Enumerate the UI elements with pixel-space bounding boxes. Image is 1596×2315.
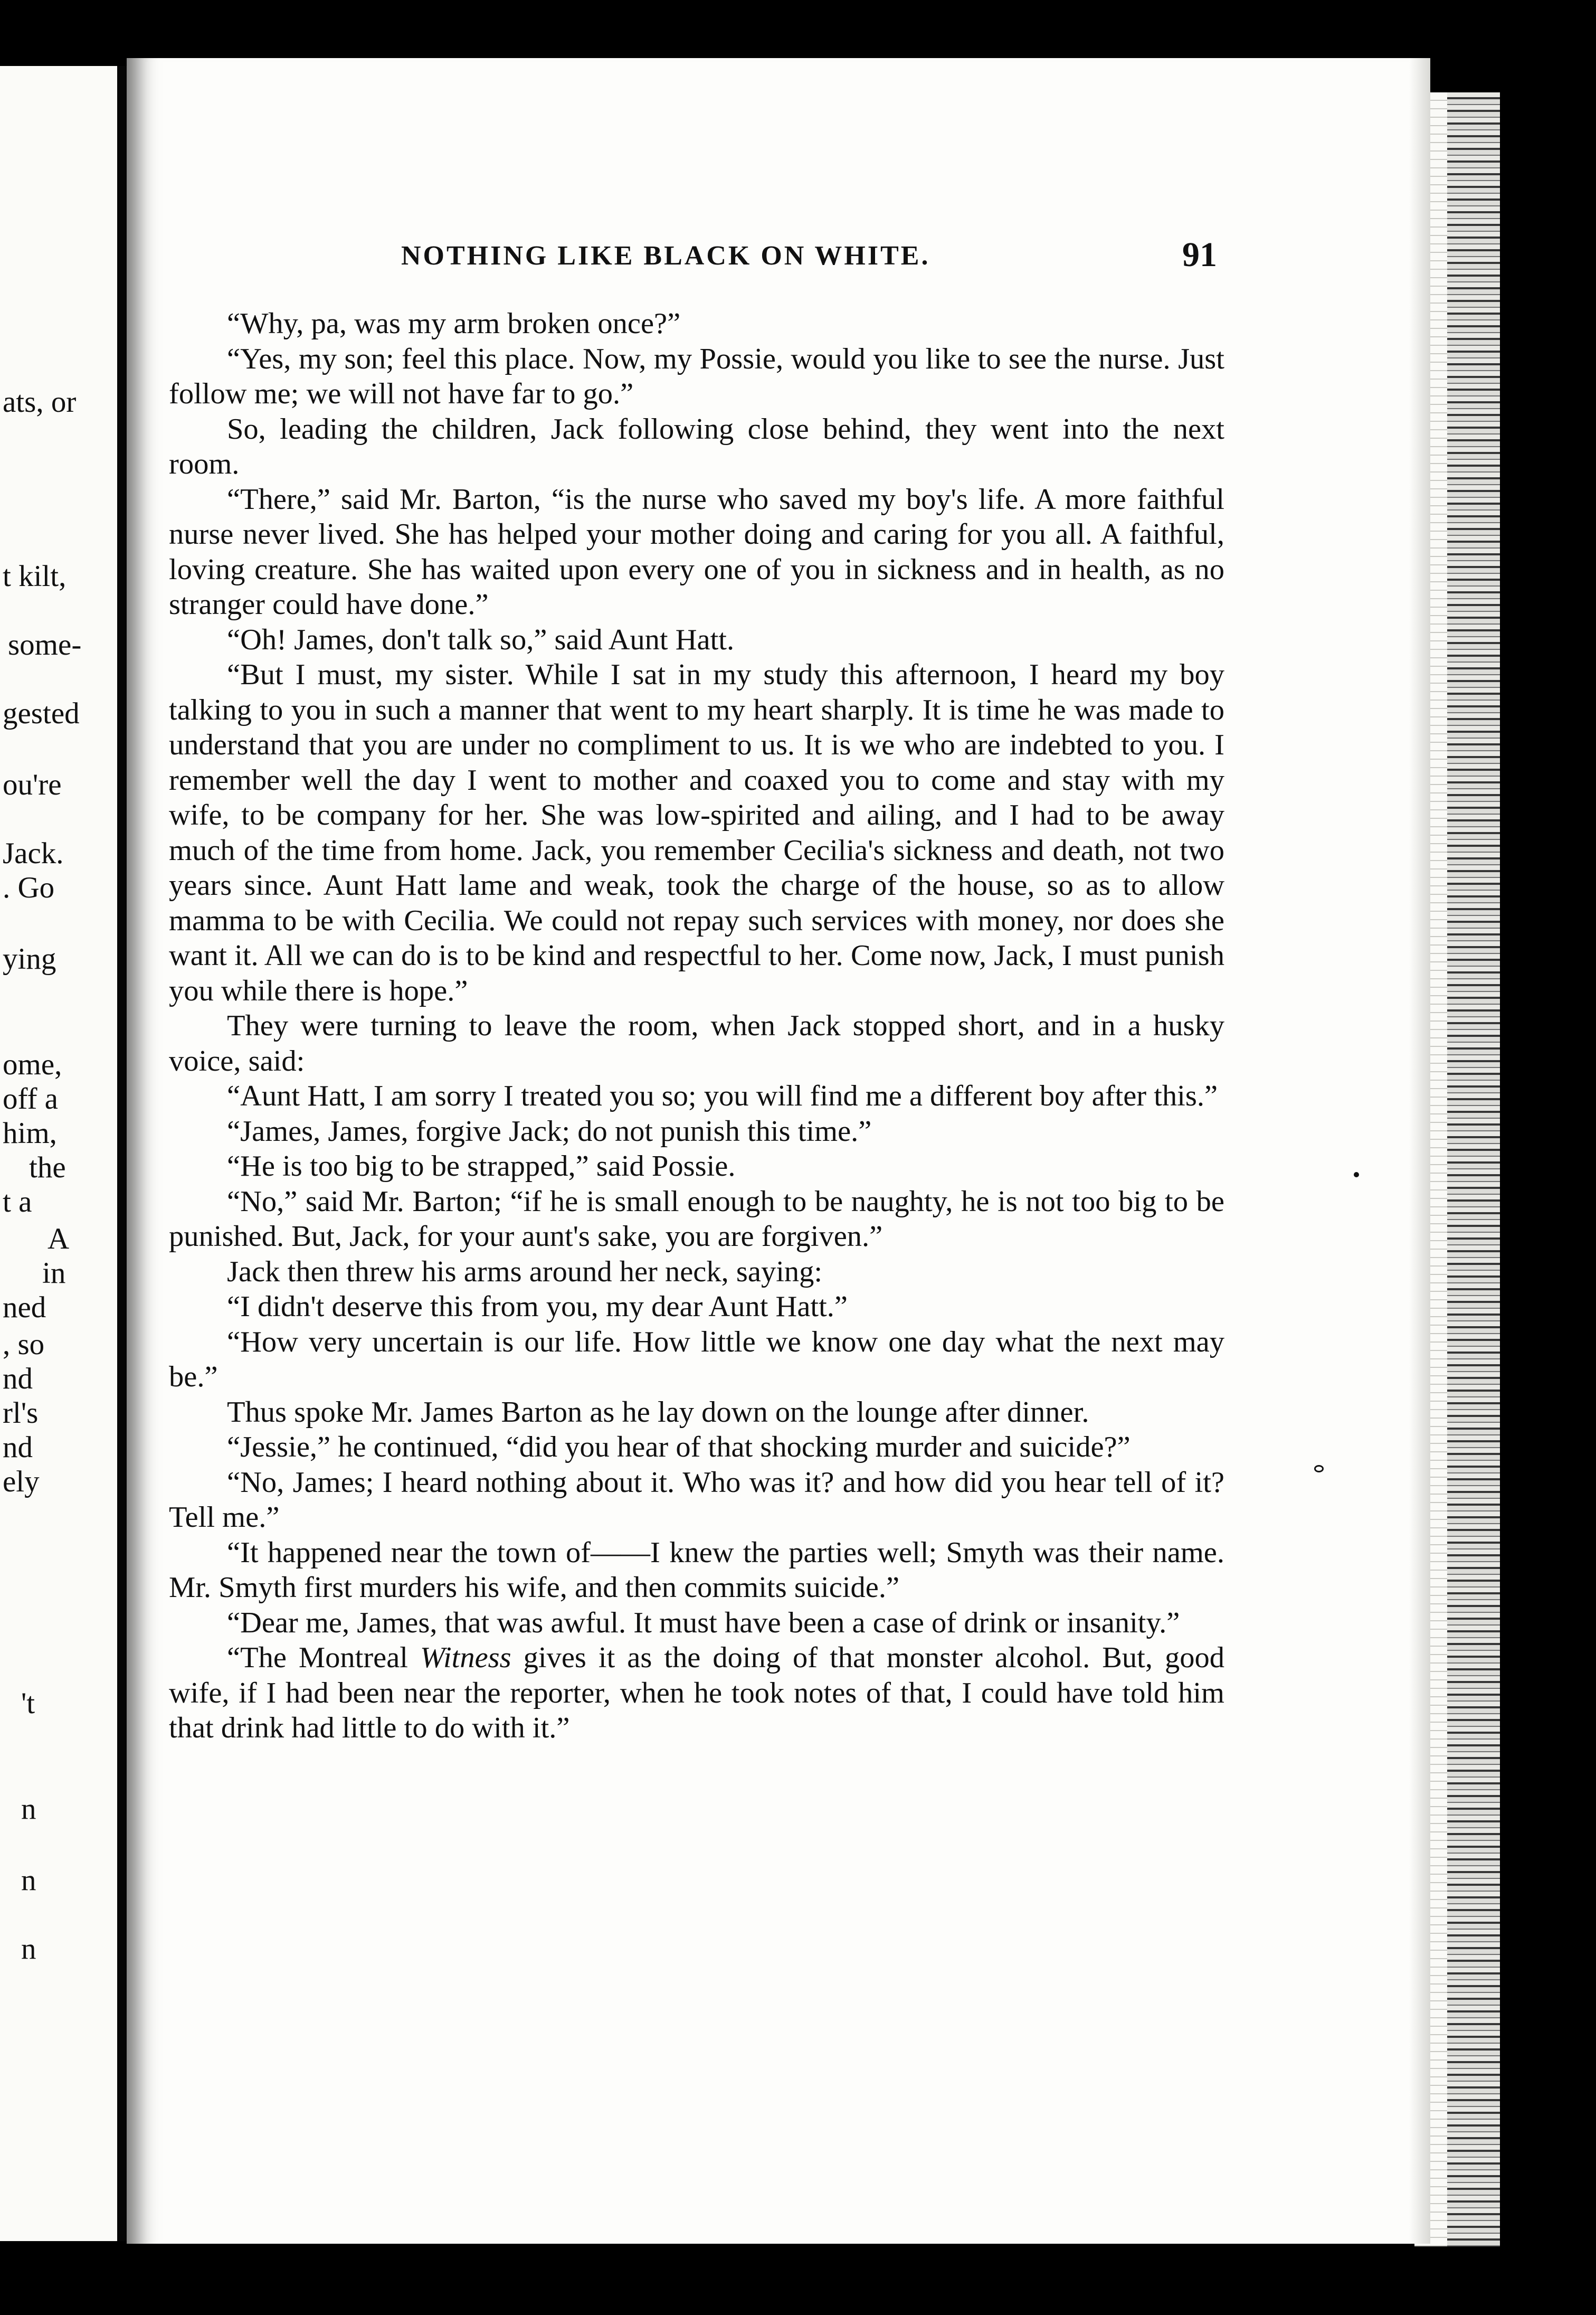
paragraph: “Jessie,” he continued, “did you hear of that shocking murder and suicide?” <box>227 1431 1130 1463</box>
body-text <box>169 306 1224 1746</box>
text-run: gives it as the doing of that monster alcohol. But, good wife, if I had been near the reporter, when he took notes of that, I could have told him that drink had little to do with it.” <box>169 1641 1224 1744</box>
newspaper-name: Witness <box>420 1641 511 1674</box>
paragraph: “Yes, my son; feel this place. Now, my Possie, would you like to see the nurse. Just follow me; we will not have far to go.” <box>169 342 1224 410</box>
paragraph: “It happened near the town of——I knew the parties well; Smyth was their name. Mr. Smyth first murders his wife, and then commits suicide.” <box>169 1536 1224 1604</box>
left-fragment: ou're <box>3 768 62 801</box>
page-number: 91 <box>1182 235 1217 274</box>
paragraph-last <box>169 1640 1224 1746</box>
paragraph: Jack then threw his arms around her neck, saying: <box>227 1255 823 1288</box>
paragraph: Thus spoke Mr. James Barton as he lay down on the lounge after dinner. <box>227 1395 1089 1429</box>
left-fragment: t a <box>3 1185 32 1218</box>
running-head-title: NOTHING LIKE BLACK ON WHITE. <box>401 241 930 271</box>
left-fragment: 't <box>21 1687 35 1720</box>
left-fragment: A <box>48 1222 70 1255</box>
left-fragment: ned <box>3 1291 46 1324</box>
left-fragment: n <box>21 1932 36 1966</box>
ink-speck <box>1354 1172 1359 1177</box>
running-head <box>127 235 1430 282</box>
left-fragment: rl's <box>3 1396 39 1430</box>
paragraph: “There,” said Mr. Barton, “is the nurse who saved my boy's life. A more faithful nurse never lived. She has helped your mother doing and caring for you all. A faithful, loving creature. She has waited upon every one of you in sickness and in health, as no stranger could have done.” <box>169 483 1224 621</box>
left-fragment: n <box>21 1864 36 1897</box>
ink-speck <box>1314 1465 1324 1472</box>
text-run: “The Montreal <box>227 1641 420 1674</box>
paragraph: “But I must, my sister. While I sat in my study this afternoon, I heard my boy talking to you in such a manner that went to my heart sharply. It is time he was made to understand that you are under no compliment to us. It is we who are indebted to you. I remember well the day I went to mother and coaxed you to come and stay with my wife, to be company for her. She was low-spirited and ailing, and I had to be away much of the time from home. Jack, you remember Cecilia's sickness and death, not two years since. Aunt Hatt lame and weak, took the charge of the house, so as to allow mamma to be with Cecilia. We could not repay such services with money, nor does she want it. All we can do is to be kind and respectful to her. Come now, Jack, I must punish you while there is hope.” <box>169 658 1224 1007</box>
left-fragment: t kilt, <box>3 560 66 593</box>
left-fragment: in <box>42 1256 66 1290</box>
paragraph: “Dear me, James, that was awful. It must have been a case of drink or insanity.” <box>227 1606 1180 1639</box>
left-fragment: n <box>21 1792 36 1826</box>
left-fragment: nd <box>3 1431 33 1464</box>
paragraph: “No, James; I heard nothing about it. Who was it? and how did you hear tell of it? Tell me.” <box>169 1466 1224 1534</box>
left-fragment: ats, or <box>3 385 77 419</box>
left-fragment: gested <box>3 697 80 730</box>
paragraph: “Why, pa, was my arm broken once?” <box>227 307 681 340</box>
paragraph: “No,” said Mr. Barton; “if he is small enough to be naughty, he is not too big to be punished. But, Jack, for your aunt's sake, you are forgiven.” <box>169 1185 1224 1253</box>
book-gutter <box>117 66 127 2241</box>
left-fragment: ying <box>3 942 56 976</box>
left-fragment: , so <box>3 1328 45 1361</box>
paragraph: “He is too big to be strapped,” said Possie. <box>227 1150 736 1183</box>
left-fragment: ome, <box>3 1048 62 1081</box>
paragraph: “James, James, forgive Jack; do not punish this time.” <box>227 1114 872 1148</box>
paragraph: They were turning to leave the room, when Jack stopped short, and in a husky voice, said: <box>169 1009 1224 1078</box>
left-fragment: some- <box>8 628 82 662</box>
paragraph: “How very uncertain is our life. How little we know one day what the next may be.” <box>169 1325 1224 1393</box>
left-fragment: ely <box>3 1465 40 1498</box>
left-fragment: off a <box>3 1082 58 1116</box>
paragraph: “Oh! James, don't talk so,” said Aunt Hatt. <box>227 623 735 656</box>
paragraph: So, leading the children, Jack following close behind, they went into the next room. <box>169 412 1224 480</box>
page-right-edge <box>1409 58 1430 2244</box>
left-fragment: . Go <box>3 871 55 904</box>
book-page <box>127 58 1430 2244</box>
paragraph: “Aunt Hatt, I am sorry I treated you so; you will find me a different boy after this.” <box>227 1080 1218 1112</box>
left-fragment: nd <box>3 1362 33 1395</box>
page-stack-edge-dark <box>1447 92 1500 2246</box>
left-fragment: Jack. <box>3 837 64 870</box>
left-fragment: the <box>29 1151 66 1184</box>
paragraph: “I didn't deserve this from you, my dear Aunt Hatt.” <box>227 1290 848 1323</box>
left-fragment: him, <box>3 1117 57 1150</box>
